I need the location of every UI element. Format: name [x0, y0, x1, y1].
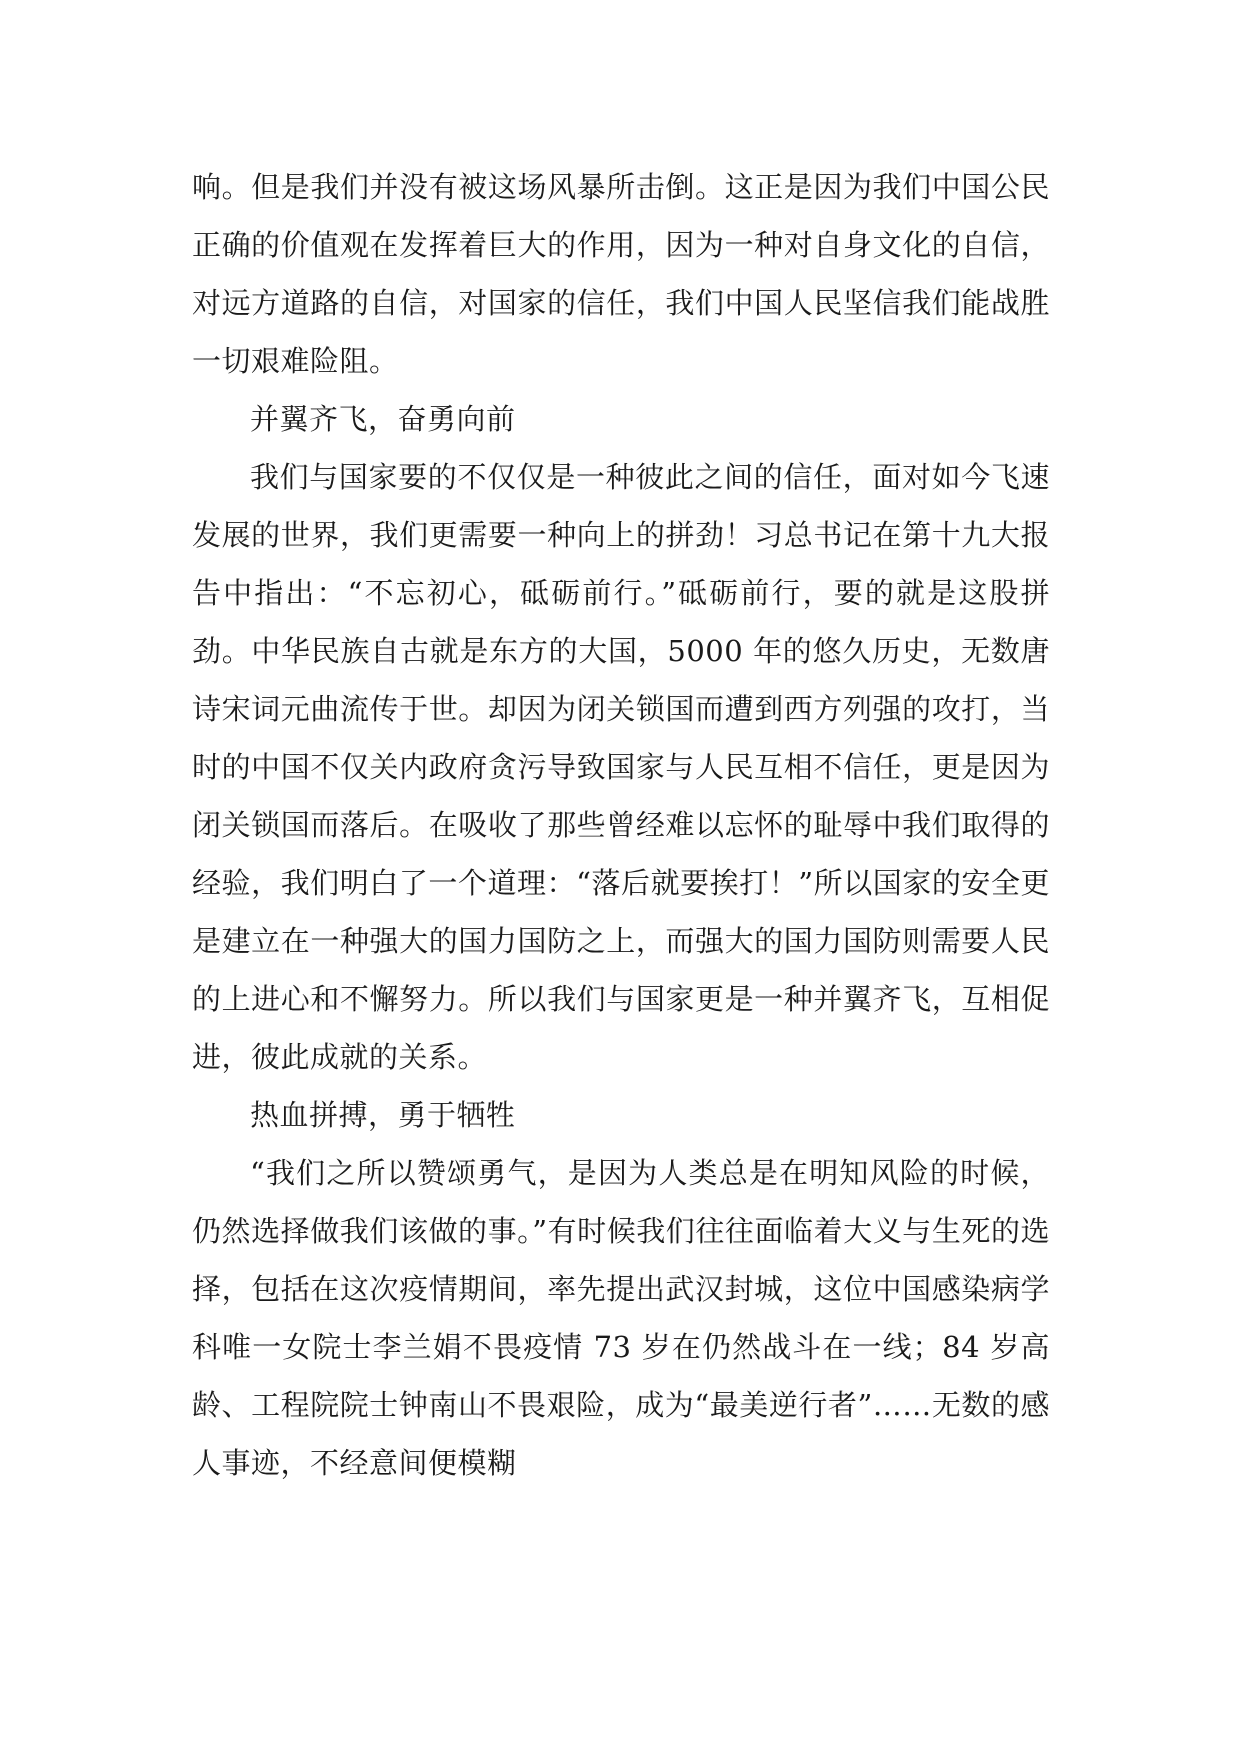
paragraph-courage: “我们之所以赞颂勇气，是因为人类总是在明知风险的时候，仍然选择做我们该做的事。”有时候我们往往面临着大义与生死的选择，包括在这次疫情期间，率先提出武汉封城，这位中国感染病学科唯一女院士李兰娟不畏疫情 73 岁在仍然战斗在一线；84 岁高龄、工程院院士钟南山不畏艰险，成为“最美逆行者”……无数的感人事迹，不经意间便模糊	[192, 1156, 1050, 1480]
document-body	[192, 158, 1050, 1492]
paragraph-striving-forward: 我们与国家要的不仅仅是一种彼此之间的信任，面对如今飞速发展的世界，我们更需要一种向上的拼劲！习总书记在第十九大报告中指出：“不忘初心，砥砺前行。”砥砺前行，要的就是这股拼劲。中华民族自古就是东方的大国，5000 年的悠久历史，无数唐诗宋词元曲流传于世。却因为闭关锁国而遭到西方列强的攻打，当时的中国不仅关内政府贪污导致国家与人民互相不信任，更是因为闭关锁国而落后。在吸收了那些曾经难以忘怀的耻辱中我们取得的经验，我们明白了一个道理：“落后就要挨打！”所以国家的安全更是建立在一种强大的国力国防之上，而强大的国力国防则需要人民的上进心和不懈努力。所以我们与国家更是一种并翼齐飞，互相促进，彼此成就的关系。	[192, 460, 1050, 1074]
paragraph-continuation: 响。但是我们并没有被这场风暴所击倒。这正是因为我们中国公民正确的价值观在发挥着巨大的作用，因为一种对自身文化的自信，对远方道路的自信，对国家的信任，我们中国人民坚信我们能战胜一切艰难险阻。	[192, 170, 1050, 378]
section-heading-soaring-together: 并翼齐飞，奋勇向前	[250, 402, 516, 436]
section-heading-sacrifice: 热血拼搏，勇于牺牲	[250, 1098, 516, 1132]
